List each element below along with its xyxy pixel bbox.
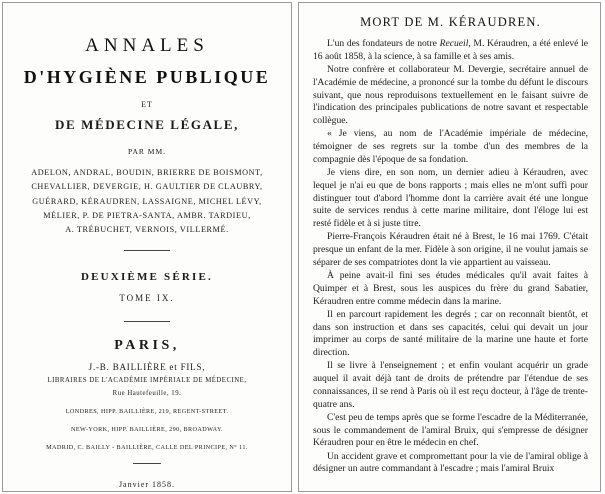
volume-label: TOME IX. — [119, 292, 175, 303]
address-line-madrid: MADRID, C. BAILLY - BAILLIÈRE, CALLE DEL PRINCIPE, N° 11. — [46, 443, 248, 451]
series-label: DEUXIÈME SÉRIE. — [80, 270, 214, 283]
address-line-london: LONDRES, HIPP. BAILLIÈRE, 219, REGENT-STREET. — [65, 408, 229, 416]
article-paragraph: Il en parcourt rapidement les degrés ; car on reconnaît bientôt, et dans son instruction et dans ses capacités, celui qui devait un jour imprimer au corps de santé militaire de la marine une haute et forte direction. — [313, 308, 588, 358]
divider-rule — [124, 321, 170, 322]
journal-title-line-2: D'HYGIÈNE PUBLIQUE — [23, 67, 271, 87]
article-paragraph: Il se livre à l'enseignement ; et enfin voulant acquérir un grade auquel il avait déjà tant de droits de prétendre par l'étendue de ses connaissances, il se rend à Paris où il est reçu docteur, à l'âge de trente-quatre ans. — [313, 360, 588, 410]
by-line: PAR MM. — [128, 147, 166, 156]
divider-rule-short — [133, 463, 161, 464]
title-page-content — [3, 3, 291, 492]
journal-title-line-1: ANNALES — [85, 35, 209, 56]
publication-city: PARIS, — [114, 337, 180, 353]
title-page — [2, 2, 292, 492]
article-paragraph: Notre confrère et collaborateur M. Devergie, secrétaire annuel de l'Académie de médecine, a prononcé sur la tombe du défunt le discours suivant, que nous reproduisons textuellement en le faisant suivre de l'indication des principales publications de notre savant et respectable collègue. — [313, 64, 588, 126]
article-paragraph: L'un des fondateurs de notre Recueil, M. Kéraudren, a été enlevé le 16 août 1858, à la science, à sa famille et à ses amis. — [313, 38, 588, 62]
article-content — [299, 3, 600, 483]
article-body — [313, 38, 588, 476]
author-line: CHEVALLIER, DEVERGIE, H. GAULTIER DE CLAUBRY, — [31, 182, 263, 192]
article-paragraph: À peine avait-il fini ses études médicales qu'il avait faites à Quimper et à Brest, sous les auspices du frère du grand Sabatier, Kéraudren entre comme médecin dans la marine. — [313, 270, 588, 307]
divider-rule — [124, 250, 170, 251]
article-heading: MORT DE M. KÉRAUDREN. — [360, 15, 541, 29]
author-line: A. TRÉBUCHET, VERNOIS, VILLERMÉ. — [65, 225, 229, 235]
publisher-description-line-1: LIBRAIRES DE L'ACADÉMIE IMPÉRIALE DE MÉDECINE, — [47, 376, 247, 384]
address-line-newyork: NEW-YORK, HIPP. BAILLIÈRE, 290, BROADWAY. — [70, 426, 223, 434]
article-paragraph: Je viens dire, en son nom, un dernier adieu à Kéraudren, avec lequel je n'ai eu que de bons rapports ; mais elles ne m'ont suffi pour distinguer tout d'abord l'homme dont la carrière avait été une longue suite de services rendus à cette marine militaire, dont l'éloge lui est resté fidèle et à si juste titre. — [313, 167, 588, 229]
issue-date: Janvier 1858. — [118, 479, 176, 489]
journal-title-conjunction: ET — [141, 100, 153, 109]
article-paragraph: Un accident grave et compromettant pour la vie de l'amiral oblige à désigner un autre commandant à l'escadre ; mais l'amiral Bruix — [313, 450, 588, 475]
author-list — [23, 166, 271, 238]
article-paragraph: « Je viens, au nom de l'Académie impériale de médecine, témoigner de ses regrets sur la tombe d'un des membres de la compagnie dès l'époque de sa fondation. — [313, 128, 588, 165]
article-paragraph: C'est peu de temps après que se forme l'escadre de la Méditerranée, sous le commandement de l'amiral Bruix, qui s'empresse de désigner Kéraudren pour en être le médecin en chef. — [313, 411, 588, 449]
author-line: MÉLIER, P. DE PIETRA-SANTA, AMBR. TARDIEU, — [43, 211, 251, 221]
author-line: ADELON, ANDRAL, BOUDIN, BRIERRE DE BOISMONT, — [31, 168, 263, 177]
publisher-description-line-2: Rue Hautefeuille, 19. — [112, 389, 182, 397]
article-page — [298, 2, 601, 492]
author-line: GUÉRARD, KÉRAUDREN, LASSAIGNE, MICHEL LÉVY, — [32, 196, 262, 206]
publisher-name: J.-B. BAILLIÈRE et FILS, — [88, 361, 206, 372]
article-paragraph: Pierre-François Kéraudren était né à Brest, le 16 mai 1769. C'était presque un enfant de la mer. Fidèle à son origine, il ne voulut jamais se séparer de ses compatriotes dont la vie appartient au vaisseau. — [313, 231, 588, 268]
journal-title-line-3: DE MÉDECINE LÉGALE, — [55, 117, 239, 132]
